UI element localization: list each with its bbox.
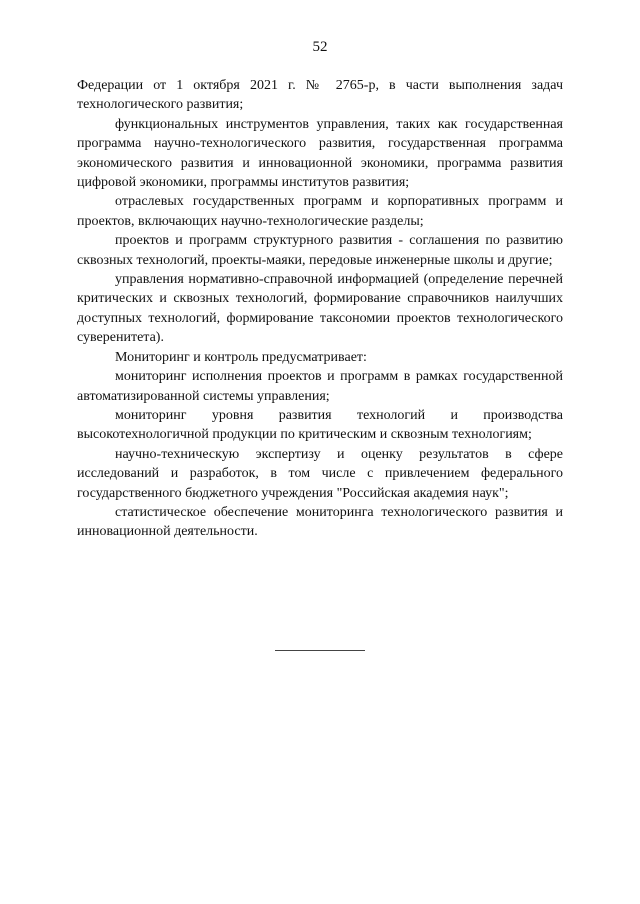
paragraph: Федерации от 1 октября 2021 г. № 2765-р, в части выполнения задач технологического развития; — [77, 78, 563, 113]
paragraph: Мониторинг и контроль предусматривает: — [115, 349, 367, 365]
paragraph: научно-техническую экспертизу и оценку результатов в сфере исследований и разработок, в том числе с привлечением федерального государственного бюджетного учреждения "Российская академия наук"; — [77, 446, 563, 501]
paragraph: функциональных инструментов управления, таких как государственная программа научно-технологического развития, государственная программа экономического развития и инновационной экономики, программа развития цифровой экономики, программы институтов развития; — [77, 116, 563, 191]
paragraph: управления нормативно-справочной информацией (определение перечней критических и сквозных технологий, формирование справочников наилучших доступных технологий, формирование таксономии проектов технологического суверенитета). — [77, 272, 563, 346]
paragraph: статистическое обеспечение мониторинга технологического развития и инновационной деятельности. — [77, 504, 563, 540]
paragraph: мониторинг исполнения проектов и программ в рамках государственной автоматизированной системы управления; — [77, 369, 563, 404]
paragraph: проектов и программ структурного развития - соглашения по развитию сквозных технологий, проекты-маяки, передовые инженерные школы и другие; — [77, 233, 563, 268]
end-divider-line — [275, 650, 365, 651]
paragraph: мониторинг уровня развития технологий и производства высокотехнологичной продукции по критическим и сквозным технологиям; — [77, 407, 563, 443]
page-number: 52 — [312, 39, 328, 55]
document-body — [77, 76, 563, 542]
paragraph: отраслевых государственных программ и корпоративных программ и проектов, включающих научно-технологические разделы; — [77, 194, 563, 229]
